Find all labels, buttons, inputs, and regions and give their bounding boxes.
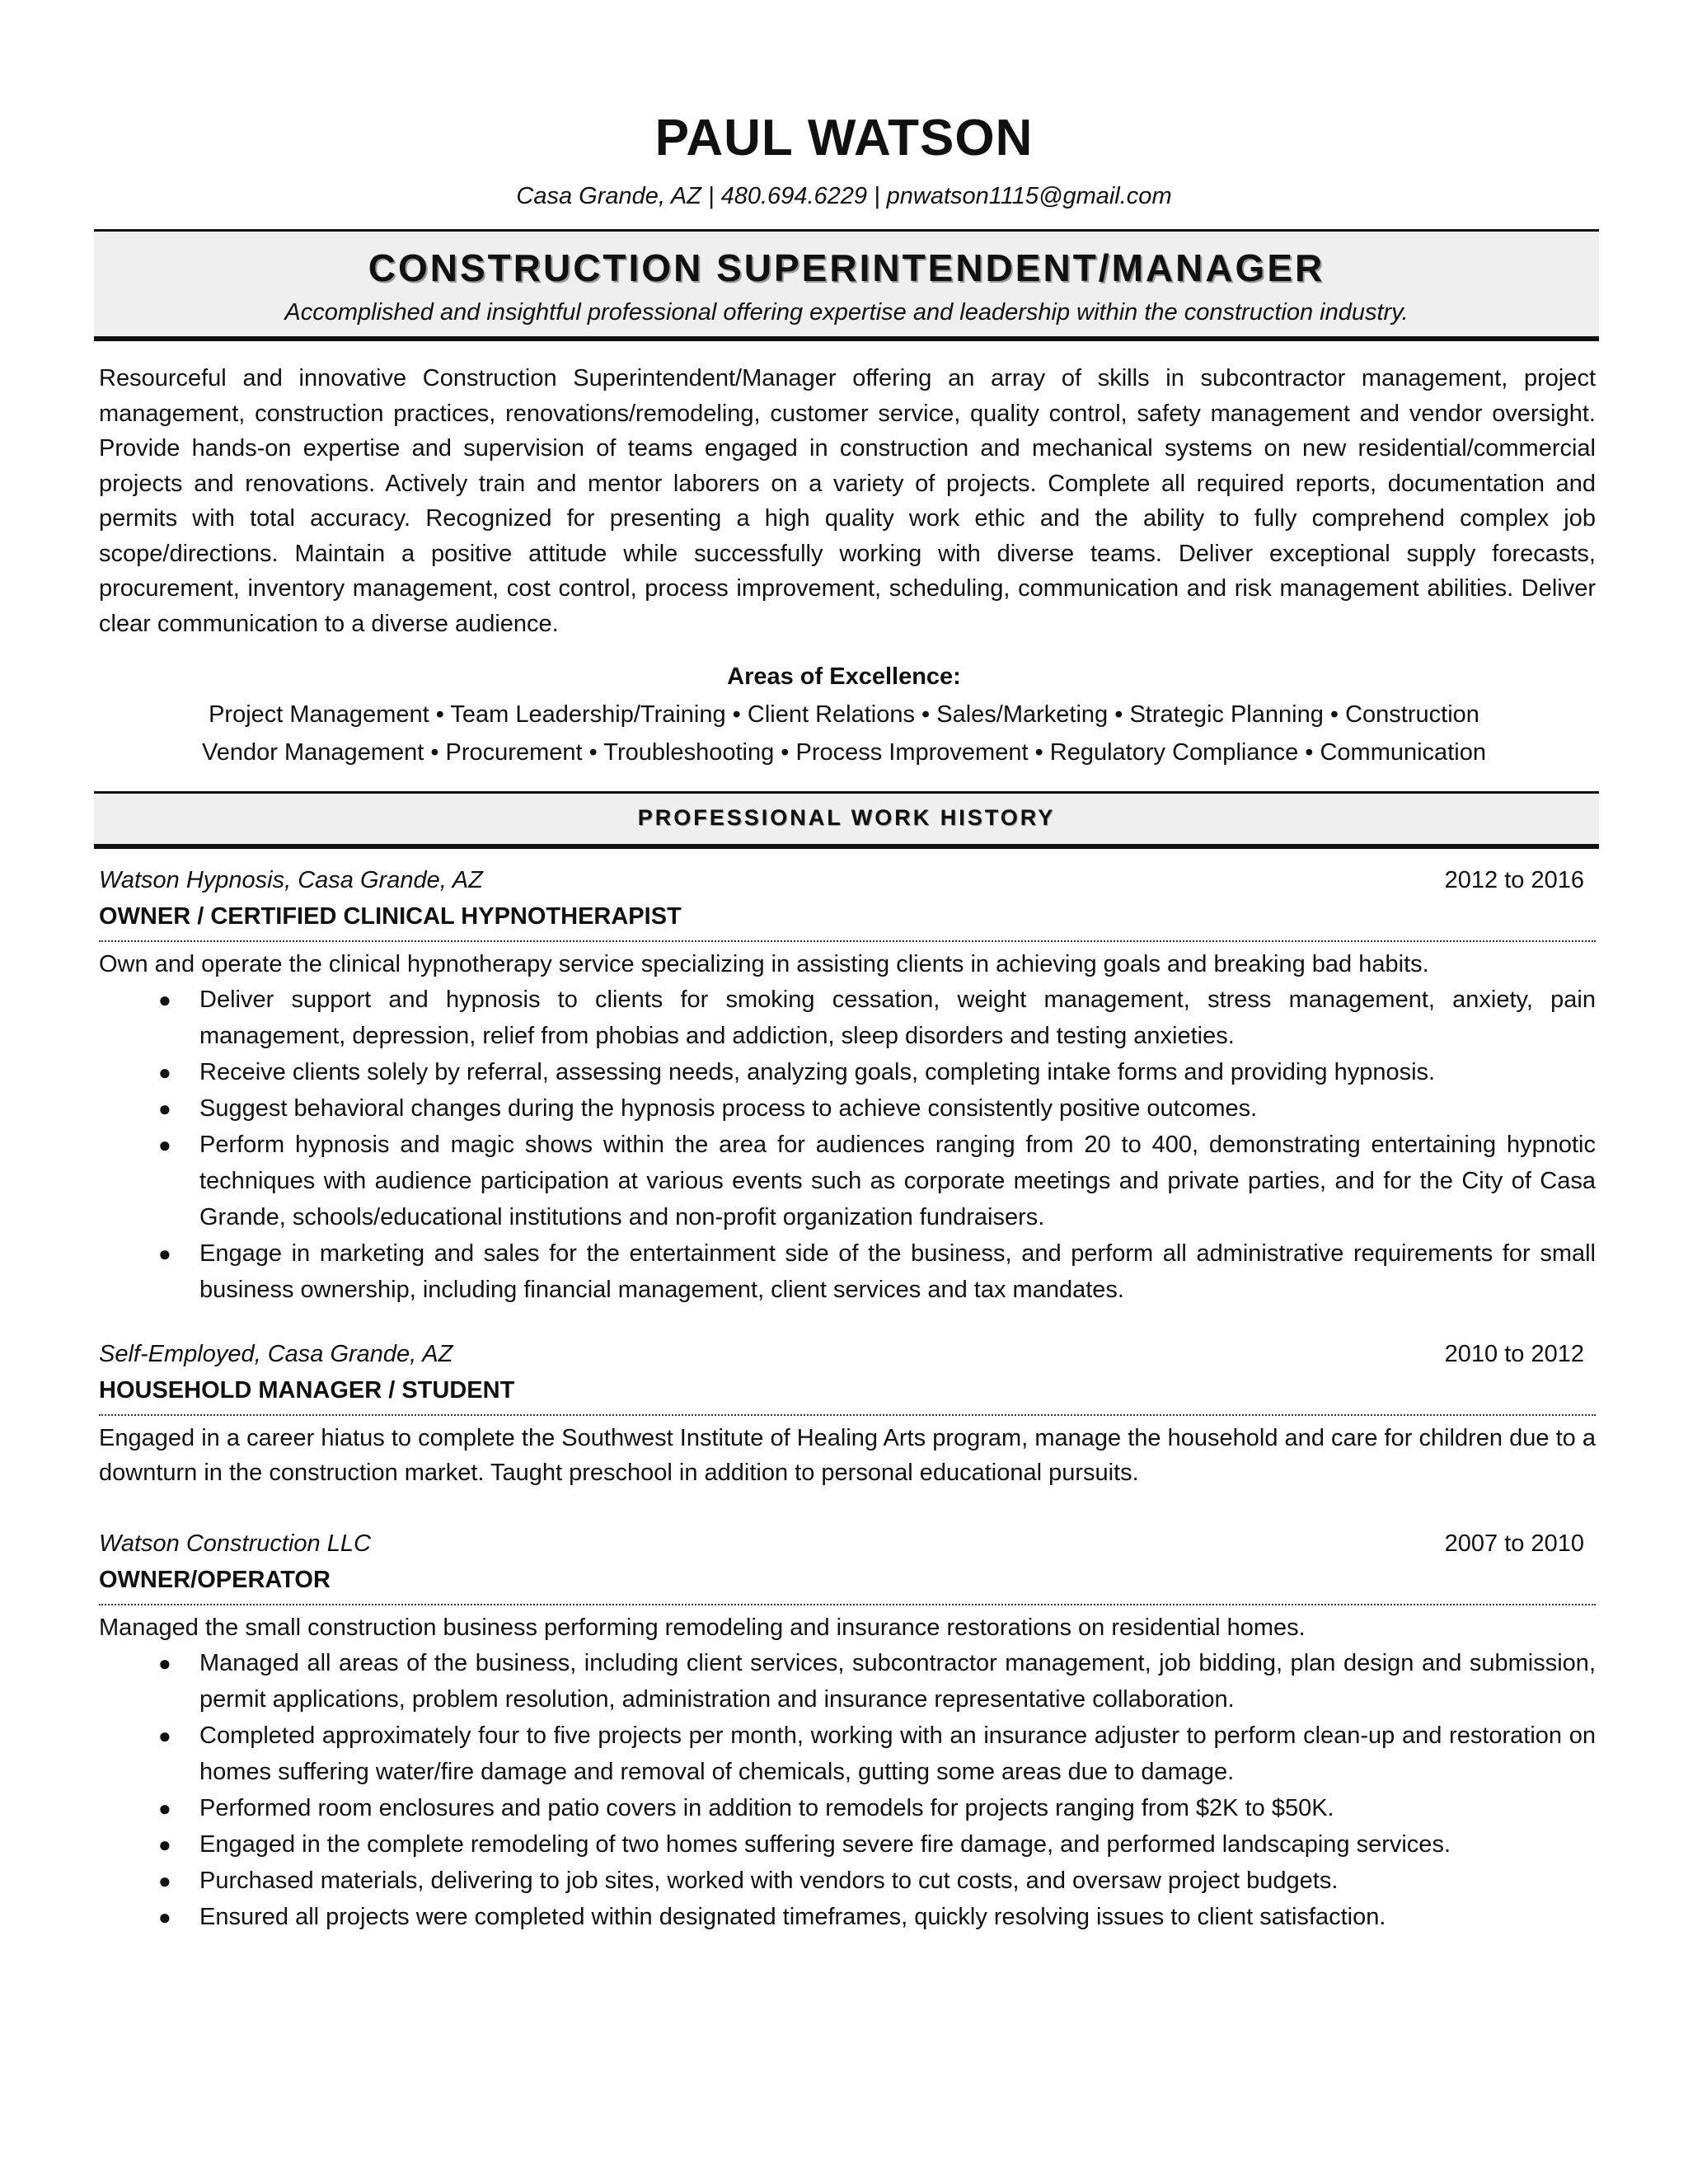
job-entry (99, 1525, 1596, 1935)
job-description: Own and operate the clinical hypnotherapy service specializing in assisting clients in achieving goals and breaking bad habits. (99, 951, 1429, 977)
job-header (99, 1335, 1596, 1373)
bullet-item: ● Completed approximately four to five projects per month, working with an insurance adjuster to perform clean-up and restoration on homes suffering water/fire damage and removal of chemicals, gutting some areas due to damage. (99, 1718, 1596, 1790)
bullet-item: ● Performed room enclosures and patio covers in addition to remodels for projects ranging from $2K to $50K. (99, 1790, 1596, 1826)
areas-line-1: Project Management • Team Leadership/Training • Client Relations • Sales/Marketing • Strategic Planning • Construction (209, 701, 1479, 728)
job-entry (99, 1335, 1596, 1490)
bullet-icon: ● (158, 1796, 171, 1821)
contact-info: Casa Grande, AZ | 480.694.6229 | pnwatson1115@gmail.com (516, 183, 1172, 209)
company-name: Watson Hypnosis, Casa Grande, AZ (99, 867, 483, 893)
job-entry (99, 861, 1596, 1308)
work-history-banner (94, 791, 1599, 849)
bullet-item: ● Suggest behavioral changes during the hypnosis process to achieve consistently positive outcomes. (99, 1090, 1596, 1127)
bullet-item: ● Engage in marketing and sales for the entertainment side of the business, and perform all administrative requirements for small business ownership, including financial management, client services and tax mandates. (99, 1235, 1596, 1308)
bullet-icon: ● (158, 1723, 171, 1748)
dotted-divider (99, 940, 1596, 942)
job-description: Managed the small construction business performing remodeling and insurance restorations on residential homes. (99, 1615, 1306, 1641)
title-banner (94, 229, 1599, 341)
bullet-item: ● Deliver support and hypnosis to clients for smoking cessation, weight management, stress management, anxiety, pain management, depression, relief from phobias and addiction, sleep disorders and testing anxieties. (99, 982, 1596, 1054)
dotted-divider (99, 1414, 1596, 1416)
bullet-item: ● Engaged in the complete remodeling of two homes suffering severe fire damage, and performed landscaping services. (99, 1826, 1596, 1863)
section-title: PROFESSIONAL WORK HISTORY (637, 805, 1056, 830)
job-role: OWNER/OPERATOR (99, 1567, 331, 1593)
bullet-item: ● Managed all areas of the business, including client services, subcontractor management, job bidding, plan design and submission, permit applications, problem resolution, administration and insurance representative collaboration. (99, 1645, 1596, 1718)
job-bullets (99, 982, 1596, 1308)
bullet-icon: ● (158, 1832, 171, 1857)
bullet-item: ● Perform hypnosis and magic shows within the area for audiences ranging from 20 to 400, demonstrating entertaining hypnotic techniques with audience participation at various events such as corporate meetings and private parties, and for the City of Casa Grande, schools/educational institutions and non-profit organization fundraisers. (99, 1127, 1596, 1235)
candidate-name: PAUL WATSON (654, 110, 1034, 166)
job-title: CONSTRUCTION SUPERINTENDENT/MANAGER (368, 246, 1325, 289)
bullet-icon: ● (158, 1905, 171, 1929)
job-bullets (99, 1645, 1596, 1935)
bullet-icon: ● (158, 1096, 171, 1121)
job-dates: 2010 to 2012 (1444, 1341, 1584, 1367)
bullet-icon: ● (158, 1241, 171, 1266)
job-role: HOUSEHOLD MANAGER / STUDENT (99, 1377, 515, 1404)
areas-line-2: Vendor Management • Procurement • Troubleshooting • Process Improvement • Regulatory Compliance • Communication (202, 739, 1486, 766)
bullet-icon: ● (158, 1651, 171, 1675)
dotted-divider (99, 1604, 1596, 1605)
job-description: Engaged in a career hiatus to complete the Southwest Institute of Healing Arts program, manage the household and care for children due to a downturn in the construction market. Taught preschool in addition to personal educational pursuits. (99, 1425, 1596, 1486)
job-role: OWNER / CERTIFIED CLINICAL HYPNOTHERAPIST (99, 903, 682, 930)
job-dates: 2007 to 2010 (1444, 1530, 1584, 1557)
summary-paragraph: Resourceful and innovative Construction Superintendent/Manager offering an array of skills in subcontractor management, project management, construction practices, renovations/remodeling, customer service, quality control, safety management and vendor oversight. Provide hands-on expertise and supervision of teams engaged in construction and mechanical systems on new residential/commercial projects and renovations. Actively train and mentor laborers on a variety of projects. Complete all required reports, documentation and permits with total accuracy. Recognized for presenting a high quality work ethic and the ability to fully comprehend complex job scope/directions. Maintain a positive attitude while successfully working with diverse teams. Deliver exceptional supply forecasts, procurement, inventory management, cost control, process improvement, scheduling, communication and risk management abilities. Deliver clear communication to a diverse audience. (99, 365, 1596, 637)
bullet-icon: ● (158, 1060, 171, 1085)
bullet-item: ● Receive clients solely by referral, assessing needs, analyzing goals, completing intake forms and providing hypnosis. (99, 1054, 1596, 1090)
areas-heading: Areas of Excellence: (727, 663, 961, 690)
company-name: Watson Construction LLC (99, 1530, 371, 1557)
bullet-icon: ● (158, 987, 171, 1012)
bullet-item: ● Ensured all projects were completed within designated timeframes, quickly resolving issues to client satisfaction. (99, 1899, 1596, 1935)
job-header (99, 1525, 1596, 1563)
bullet-item: ● Purchased materials, delivering to job sites, worked with vendors to cut costs, and oversaw project budgets. (99, 1863, 1596, 1899)
job-header (99, 861, 1596, 899)
bullet-icon: ● (158, 1132, 171, 1157)
company-name: Self-Employed, Casa Grande, AZ (99, 1341, 453, 1367)
job-dates: 2012 to 2016 (1444, 867, 1584, 893)
bullet-icon: ● (158, 1868, 171, 1893)
tagline: Accomplished and insightful professional offering expertise and leadership within the construction industry. (284, 299, 1409, 326)
